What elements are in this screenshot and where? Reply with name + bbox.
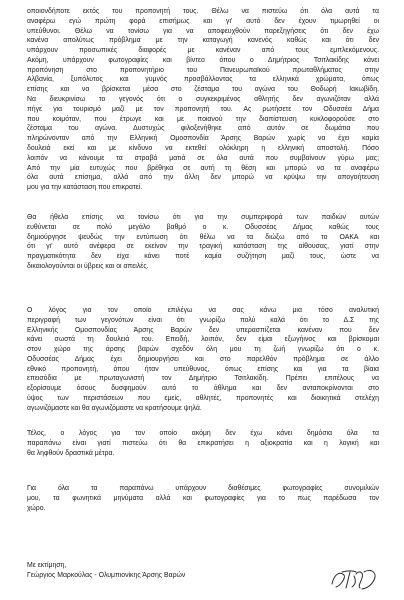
paragraph-3 (27, 306, 379, 414)
paragraph-1 (27, 7, 379, 193)
text-line: οποιονδήποτε εκτός του προπονητή τους. Θέλω να πιστεύω ότι όλα αυτά τα (27, 8, 379, 15)
text-line: υπεύθυνοι. Θέλω να τονίσω για να αποφευχθούν παρεξηγήσεις ότι δεν έχω (27, 27, 379, 35)
text-line: θα ληφθούν δραστικά μέτρα. (27, 449, 115, 457)
text-line: λοιπόν να κάνουμε τα στραβά ματιά σε όλα αυτά που συμβαίνουν γύρω μας; (27, 154, 379, 162)
text-line: δικαιολογούνται οι ύβρεις και οι απειλές. (27, 262, 149, 270)
text-line: Ελληνικής Ομοσπονδίας Άρσης Βαρών δεν υπερασπίζεται κανέναν που δεν (27, 326, 379, 334)
text-line: κάνει σωστά τη δουλειά του. Επειδή, λοιπόν, δεν είμαι εξωγήινος και βρίσκομαι (27, 336, 379, 344)
text-line: περιγραφή των γεγονότων είναι ότι γνωρίζω πολύ καλά ότι το Δ.Σ της (27, 316, 379, 324)
text-line: Ακόμη, υπάρχουν φωτογραφίες και βίντεο όπου ο Δημήτριος Τσιτλακίδης κάνει (27, 56, 379, 64)
text-line: πληρώνονταν από την Ελληνική Ομοσπονδία Άρσης Βαρών χωρίς να έχει καμία (27, 135, 379, 143)
text-line: επίσης και να βρίσκεται μέσα στο ζέσταμα του αγώνα του Θοδωρή Ιακωβίδη. (27, 86, 379, 94)
text-line: στον χώρο της άρσης βαρών σχεδόν όλη μου τη ζωή γνωρίζω ότι ο κ. (27, 346, 379, 354)
text-line: αγωνιζόμαστε και θα αγωνιζόμαστε να κρατήσουμε ψηλά. (27, 404, 202, 412)
text-line: Αλβανία, ξυπόλυτος και γυμνός προσβάλλοντας τα ελληνικά χρώματα, όπως (27, 76, 379, 84)
text-line: Να διευκρινίσω το γεγονός ότι ο συγκεκριμένος αθλητής δεν αγωνιζόταν αλλά (27, 96, 379, 104)
text-line: Τέλος, ο λόγος για τον οποίο ακόμη δεν έχω κάνει δημόσια όλα τα (27, 430, 379, 437)
text-line: δημιούργησε ψευδώς την εντύπωση ότι θέλω να τα διώξω από το ΟΑΚΑ και (27, 233, 379, 241)
text-line: αναφέρω εγώ πρώτη φορά επισήμως και γι' αυτό δεν έχουν τιμωρηθεί οι (27, 17, 379, 25)
text-line: Θα ήθελα επίσης να τονίσω ότι για την συμπεριφορά των παιδιών αυτών (27, 214, 379, 221)
signature-name: Γεώργιος Μαρκούλας - Ολυμπιονίκης Άρσης Βαρών (27, 571, 186, 579)
text-line: Για όλα τα παραπάνω υπάρχουν διαθέσιμες φωτογραφίες συνομιλιών (27, 485, 379, 492)
text-line: που κοιμόταν, που έτρωγε και με ποιανού την διαπίστευση κυκλοφορούσε στο (27, 115, 379, 123)
text-line: δουλειά εκεί και με κίνδυνο να εκτεθεί ολόκληρη η ελληνική αποστολή. Πόσο (27, 144, 379, 152)
text-line: κανένα απολύτως πρόβλημα με την καταγωγή κανενός καθώς και ότι δεν (27, 37, 379, 45)
text-line: εθνικό προπονητή, όπου ήταν υπεύθυνος, όπως επίσης και για τα βίαια (27, 365, 379, 373)
text-line: εξορίσουμε όσους δυσφημούν αυτό το άθλημα και δεν ανταποκρίνονται στο (27, 385, 379, 393)
paragraph-5 (27, 484, 379, 513)
closing-line: Με εκτίμηση, (27, 562, 67, 569)
text-line: επεισόδια με πρωταγωνιστή τον Δημήτριο Τσιτλακίδη. Πρέπει επιτέλους να (27, 375, 379, 383)
handwritten-signature (326, 566, 382, 592)
text-line: Από την μία ευτυχώς που βρέθηκα σε αυτή τη θέση και μπορώ να τα αναφέρω (27, 164, 379, 172)
text-line: ζέσταμα του αγώνα. Δυστυχώς φιλοξενήθηκε από αυτόν σε δωμάτια που (27, 125, 379, 133)
text-line: Οδυσσέας Δήμας έχει δημιουργήσει και στο παρελθόν πρόβλημα σε άλλο (27, 355, 379, 363)
text-line: ότι γι' αυτό ανέφερα σε εκείνον την τραγική κατάσταση της αίθουσας, γιατί στην (27, 243, 379, 251)
paragraph-4 (27, 429, 379, 458)
paragraph-2 (27, 213, 379, 272)
text-line: μου για την κατάσταση που επικρατεί. (27, 184, 143, 192)
text-line: μου, τα φωνητικά μηνύματα αλλά και φωτογραφίες για το πως παρέδωσα τον (27, 494, 379, 502)
text-line: όλα αυτά επίσημα, αλλά από την άλλη δεν μπορώ να κρύψω την απογοήτευση (27, 174, 379, 182)
text-line: ύψος των περιστάσεων που εμείς, αθλητές, προπονητές και διοικητικά στελέχη (27, 395, 379, 403)
text-line: Ο λόγος για τον οποίο επιλέγω να σας κάνω μια τόσο αναλυτική (27, 307, 379, 314)
text-line: υπάρχουν προσωπικές διαφορές με κανέναν από τους εμπλεκόμενους. (27, 47, 379, 55)
text-line: ευθύνεται σε πολύ μεγάλο βαθμό ο κ. Οδυσσέας Δήμας καθώς τους (27, 223, 379, 231)
text-line: προπόνηση στο προπονητήριο του Πανευρωπαϊκού πρωταθλήματος στην (27, 66, 379, 74)
text-line: πραγματικότητα δεν είχα κάνει ποτέ καμία συζήτηση μαζί τους, ώστε να (27, 253, 379, 261)
text-line: πήγε για τουρισμό μαζί με τον προπονητή του. Ας ρωτήσετε τον Οδυσσέα Δήμα (27, 105, 379, 113)
text-line: παραπάνω είναι γιατί πιστεύω ότι θα επικρατήσει η αξιοκρατία και η λογική και (27, 439, 379, 447)
text-line: χώρο. (27, 504, 46, 512)
